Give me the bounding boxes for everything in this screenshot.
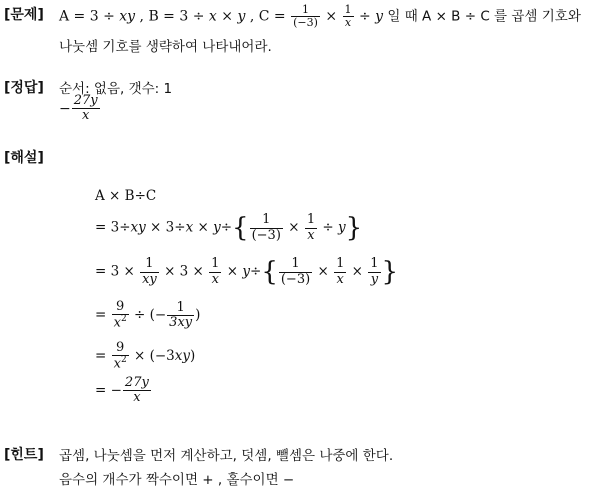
fraction: $\frac{27y}{x}$ <box>124 375 149 406</box>
fraction: $\frac{1}{x}$ <box>211 256 220 287</box>
fraction: $\frac{27y}{x}$ <box>73 93 98 124</box>
solution-label: [해설] <box>4 150 44 166</box>
solution-step-5: = − $\frac{27y}{x}$ <box>95 375 149 406</box>
fraction: $\frac{1}{y}$ <box>370 256 379 287</box>
answer-label: [정답] <box>4 80 44 96</box>
problem-statement-line2: 나눗셈 기호를 생략하여 나타내어라. <box>59 39 272 55</box>
problem-statement-line1: A = 3 ÷ xy , B = 3 ÷ x × y , C = $\frac{1}{(-3)}$ × $\frac{1}{x}$ ÷ y 일 때 A × B ÷ C 를 곱셈 기호와 <box>59 3 581 30</box>
solution-step-0: A × B÷C <box>95 188 157 204</box>
hint-line2: 음수의 개수가 짝수이면 + , 홀수이면 − <box>59 472 295 488</box>
fraction: $\frac{9}{x^2}$ <box>113 340 127 372</box>
fraction: $\frac{1}{xy}$ <box>142 256 157 287</box>
fraction: $\frac{1}{3xy}$ <box>169 299 193 330</box>
fraction: $\frac{1}{x}$ <box>336 256 345 287</box>
problem-label: [문제] <box>4 7 44 23</box>
fraction: $\frac{1}{x}$ <box>344 3 352 30</box>
fraction: $\frac{1}{x}$ <box>306 212 316 243</box>
answer-meta: 순서: 없음, 갯수: 1 <box>59 81 173 97</box>
fraction: $\frac{1}{(-3)}$ <box>293 3 318 30</box>
solution-step-2: = 3 × $\frac{1}{xy}$ × 3 × $\frac{1}{x}$ × y÷{ $\frac{1}{(-3)}$ × $\frac{1}{x}$ × $\frac{1}{y}$ } <box>95 256 399 287</box>
fraction: $\frac{9}{x^2}$ <box>113 299 127 331</box>
hint-line1: 곱셈, 나눗셈을 먼저 계산하고, 덧셈, 뺄셈은 나중에 한다. <box>59 448 394 464</box>
fraction: $\frac{1}{(-3)}$ <box>280 256 311 287</box>
solution-step-3: = $\frac{9}{x^2}$ ÷ (− $\frac{1}{3xy}$ ) <box>95 299 201 331</box>
fraction: $\frac{1}{(-3)}$ <box>251 212 281 243</box>
hint-label: [힌트] <box>4 447 44 463</box>
answer-expression: − $\frac{27y}{x}$ <box>59 93 98 124</box>
solution-step-4: = $\frac{9}{x^2}$ × (−3xy) <box>95 340 196 372</box>
solution-step-1: = 3÷xy × 3÷x × y÷{ $\frac{1}{(-3)}$ × $\frac{1}{x}$ ÷ y} <box>95 212 363 243</box>
